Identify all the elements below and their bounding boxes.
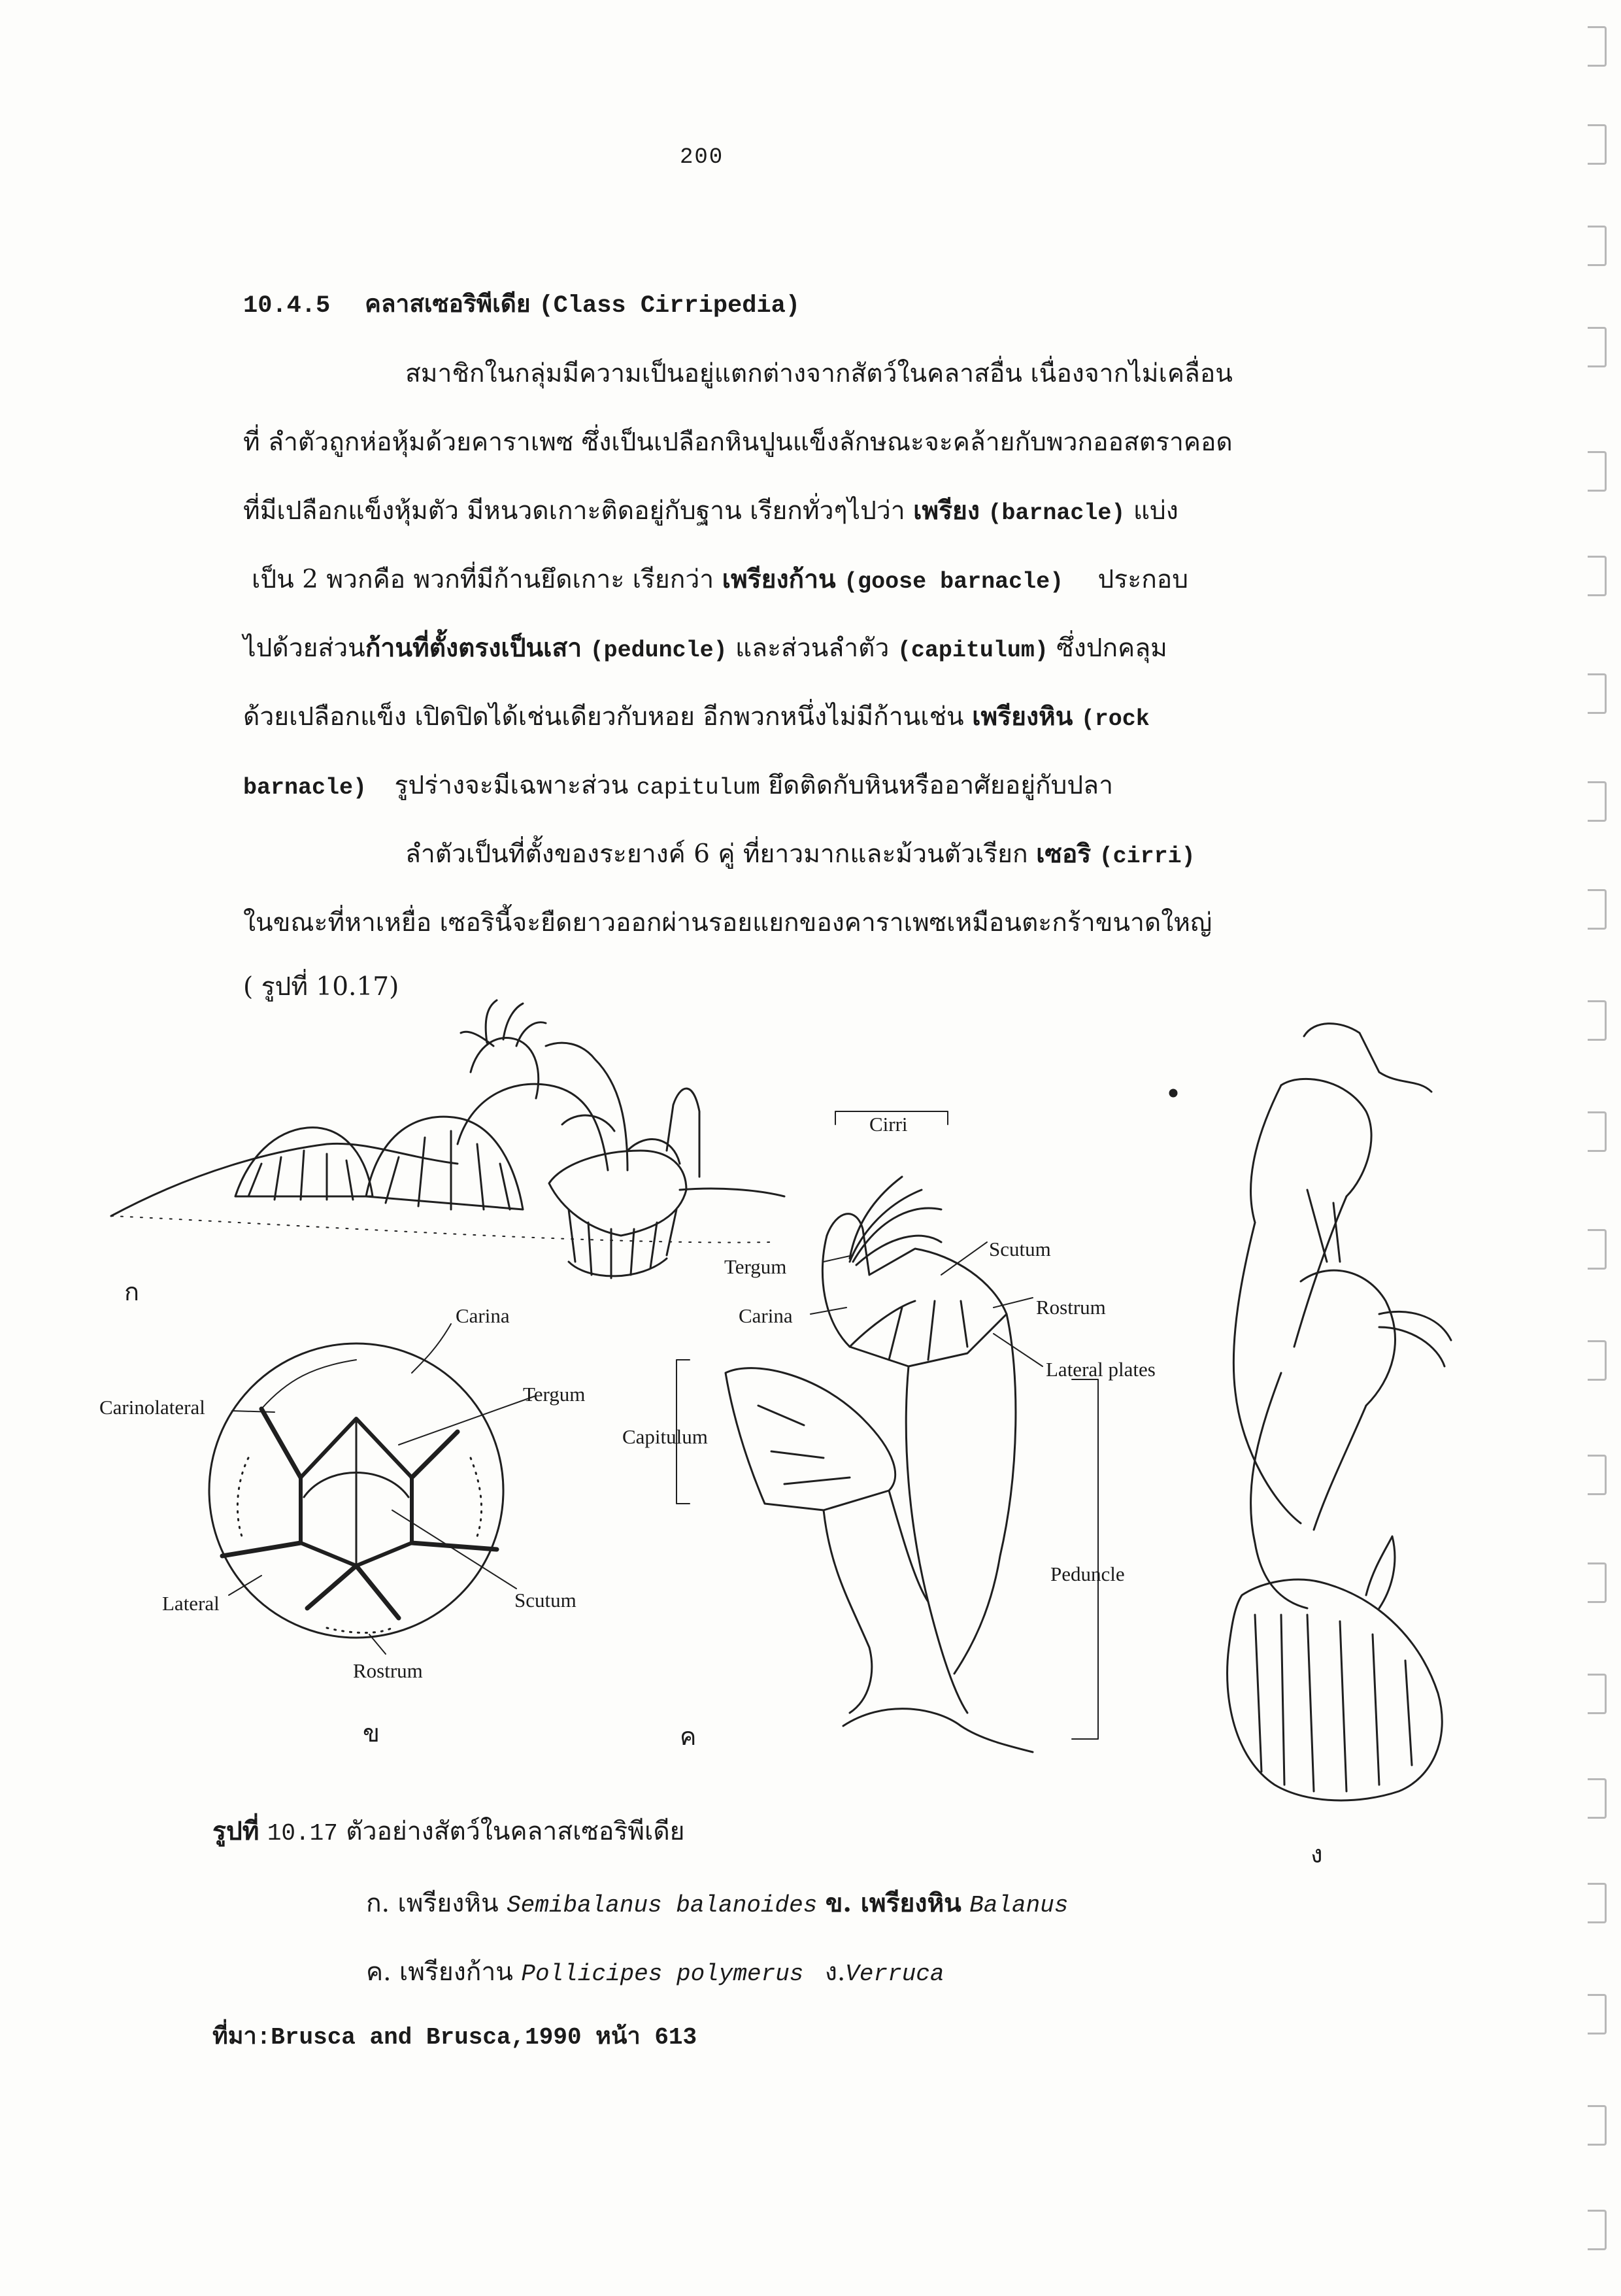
label-carinolateral: Carinolateral	[99, 1396, 205, 1419]
section-title-th: คลาสเซอริพีเดีย	[365, 289, 531, 318]
text: และส่วนลำตัว	[735, 633, 890, 663]
term-bold: เพรียงหิน	[972, 701, 1073, 732]
source-text: ที่มา:Brusca and Brusca,1990 หน้า 613	[212, 2024, 697, 2051]
panel-a-letter: ก	[124, 1279, 140, 1306]
species-name: Semibalanus balanoides	[507, 1892, 818, 1919]
caption-text: ก. เพรียงหิน	[366, 1889, 499, 1918]
caption-text: ข. เพรียงหิน	[825, 1888, 961, 1918]
term-en: (rock	[1080, 706, 1150, 732]
text: ซึ่งปกคลุม	[1056, 633, 1167, 663]
term-en: (capitulum)	[897, 637, 1048, 664]
term-en: barnacle)	[243, 775, 367, 801]
label-carina-c: Carina	[739, 1304, 793, 1327]
text: ประกอบ	[1097, 565, 1188, 594]
text: ที่ ลำตัวถูกห่อหุ้มด้วยคาราเพซ ซึ่งเป็นเปลือกหินปูนแข็งลักษณะจะคล้ายกับพวกออสตราคอด	[243, 428, 1233, 457]
label-lateral-plates: Lateral plates	[1046, 1358, 1156, 1381]
label-scutum-c: Scutum	[989, 1238, 1051, 1260]
panel-d-letter: ง	[1311, 1841, 1323, 1868]
term-en: (goose barnacle)	[844, 569, 1064, 595]
text: ไปด้วยส่วน	[243, 633, 365, 663]
caption-number: 10.17	[267, 1820, 338, 1847]
label-lateral: Lateral	[162, 1592, 220, 1615]
panel-d-drawing	[1170, 1024, 1451, 1800]
text: ในขณะที่หาเหยื่อ เซอรินี้จะยืดยาวออกผ่านรอยแยกของคาราเพซเหมือนตะกร้าขนาดใหญ่	[243, 908, 1212, 937]
label-peduncle: Peduncle	[1050, 1562, 1125, 1585]
caption-line	[366, 1951, 944, 1992]
term-bold: เซอริ	[1036, 839, 1092, 869]
section-number: 10.4.5	[243, 292, 331, 320]
label-scutum-b: Scutum	[514, 1589, 577, 1612]
species-name: Verruca	[845, 1961, 944, 1987]
figure-caption-title	[212, 1811, 685, 1851]
caption-title: ตัวอย่างสัตว์ในคลาสเซอริพีเดีย	[346, 1817, 685, 1846]
panel-c-drawing	[677, 1111, 1098, 1752]
panel-a-drawing	[111, 1000, 787, 1278]
label-carina-b: Carina	[456, 1304, 510, 1327]
text: ที่มีเปลือกแข็งหุ้มตัว มีหนวดเกาะติดอยู่กับฐาน เรียกทั่วๆไปว่า	[243, 496, 905, 526]
term-en: (peduncle)	[590, 637, 727, 664]
term-bold: เพรียงก้าน	[722, 564, 836, 594]
text: เป็น 2 พวกคือ พวกที่มีก้านยึดเกาะ เรียกว่า	[252, 565, 714, 594]
text: ยึดติดกับหินหรืออาศัยอยู่กับปลา	[768, 771, 1113, 800]
caption-prefix: รูปที่	[212, 1816, 259, 1846]
text: ด้วยเปลือกแข็ง เปิดปิดได้เช่นเดียวกับหอย อีกพวกหนึ่งไม่มีก้านเช่น	[243, 702, 964, 732]
text: รูปร่างจะมีเฉพาะส่วน	[394, 771, 629, 800]
term-bold: ก้านที่ตั้งตรงเป็นเสา	[365, 633, 582, 663]
text: แบ่ง	[1133, 496, 1178, 526]
label-tergum-c: Tergum	[724, 1255, 787, 1278]
text: ลำตัวเป็นที่ตั้งของระยางค์ 6 คู่ ที่ยาวมากและม้วนตัวเรียก	[405, 839, 1028, 869]
label-rostrum-c: Rostrum	[1036, 1296, 1106, 1319]
term-en: capitulum	[636, 775, 760, 801]
label-rostrum-b: Rostrum	[353, 1659, 423, 1682]
text: ( รูปที่ 10.17)	[243, 972, 399, 1002]
page-number: 200	[680, 145, 724, 170]
panel-c-letter: ค	[680, 1723, 697, 1751]
panel-b-letter: ข	[363, 1720, 380, 1747]
panel-b-drawing	[209, 1324, 536, 1654]
term-en: (cirri)	[1099, 843, 1195, 869]
species-name: Balanus	[969, 1892, 1069, 1919]
figure-source	[212, 2017, 697, 2054]
section-title-en: (Class Cirripedia)	[539, 292, 801, 320]
caption-line	[366, 1883, 1068, 1923]
caption-text: ค. เพรียงก้าน	[366, 1957, 513, 1987]
term-bold: เพรียง	[913, 496, 980, 526]
species-name: Pollicipes polymerus	[521, 1961, 804, 1987]
label-tergum-b: Tergum	[523, 1383, 586, 1406]
label-cirri: Cirri	[869, 1113, 908, 1136]
label-capitulum: Capitulum	[622, 1425, 708, 1448]
caption-text: ง.	[824, 1957, 846, 1987]
text: สมาชิกในกลุ่มมีความเป็นอยู่แตกต่างจากสัตว์ในคลาสอื่น เนื่องจากไม่เคลื่อน	[405, 359, 1233, 388]
term-en: (barnacle)	[988, 500, 1126, 526]
